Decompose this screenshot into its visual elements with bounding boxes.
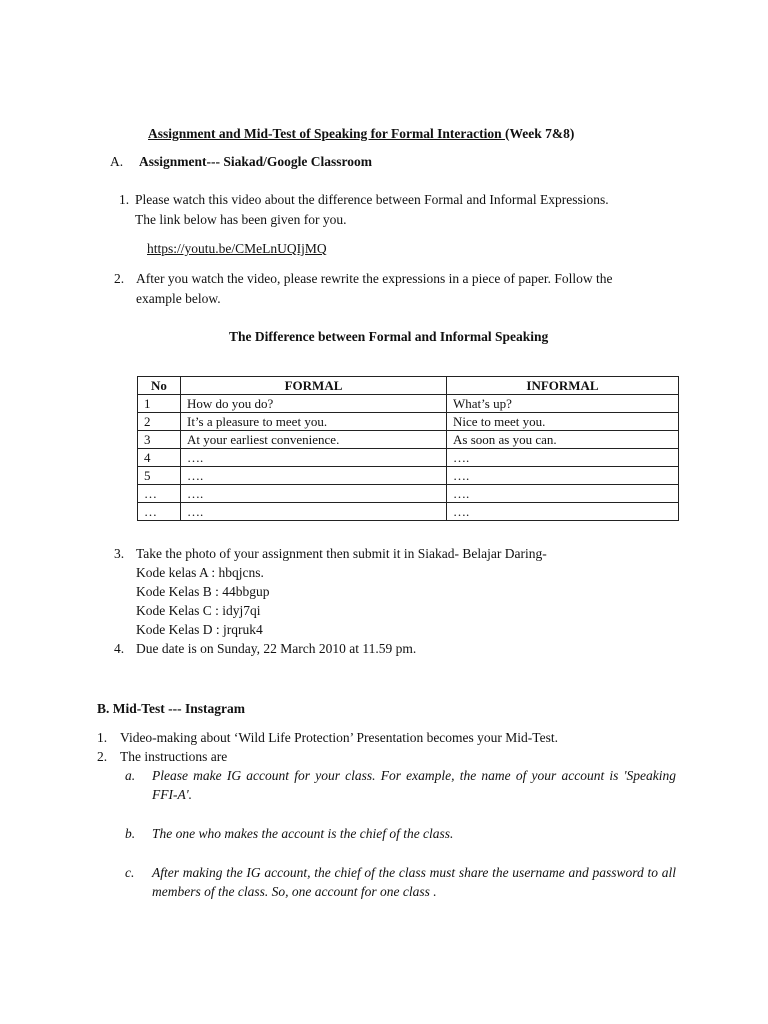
- cell-informal: ….: [447, 449, 679, 467]
- item-1-line-1: Please watch this video about the difference between Formal and Informal Expressions.: [135, 192, 609, 207]
- sub-c-text: After making the IG account, the chief of the class must share the username and password to all members of the class. So, one account for one class .: [152, 865, 676, 899]
- header-no: No: [138, 377, 181, 395]
- cell-no: 5: [138, 467, 181, 485]
- item-2-line-2: example below.: [136, 291, 221, 306]
- cell-informal: Nice to meet you.: [447, 413, 679, 431]
- cell-informal: As soon as you can.: [447, 431, 679, 449]
- cell-no: 2: [138, 413, 181, 431]
- cell-informal: ….: [447, 467, 679, 485]
- sub-b-letter: b.: [125, 826, 136, 841]
- cell-no: 1: [138, 395, 181, 413]
- cell-informal: ….: [447, 485, 679, 503]
- cell-informal: What’s up?: [447, 395, 679, 413]
- item-2-line-1: After you watch the video, please rewrite the expressions in a piece of paper. Follow the: [136, 271, 613, 286]
- b-item-2-number: 2.: [97, 749, 108, 764]
- cell-no: 4: [138, 449, 181, 467]
- cell-formal: ….: [181, 449, 447, 467]
- cell-formal: ….: [181, 503, 447, 521]
- item-3-number: 3.: [114, 546, 125, 561]
- cell-informal: ….: [447, 503, 679, 521]
- sub-c-letter: c.: [125, 865, 135, 880]
- video-link[interactable]: https://youtu.be/CMeLnUQIjMQ: [147, 241, 327, 256]
- b-item-2-text: The instructions are: [120, 749, 228, 764]
- cell-no: …: [138, 503, 181, 521]
- cell-no: …: [138, 485, 181, 503]
- item-1-number: 1.: [119, 192, 130, 207]
- document-title: [148, 124, 574, 143]
- item-4-number: 4.: [114, 641, 125, 656]
- table-header-row: [138, 377, 679, 395]
- class-code-a: Kode kelas A : hbqjcns.: [136, 565, 264, 580]
- sub-a-letter: a.: [125, 768, 136, 783]
- cell-formal: At your earliest convenience.: [181, 431, 447, 449]
- sub-b-text: The one who makes the account is the chief of the class.: [152, 826, 454, 841]
- table-row: [138, 503, 679, 521]
- b-item-1-text: Video-making about ‘Wild Life Protection’ Presentation becomes your Mid-Test.: [120, 730, 558, 745]
- cell-formal: ….: [181, 467, 447, 485]
- item-1-line-2: The link below has been given for you.: [135, 212, 347, 227]
- class-code-c: Kode Kelas C : idyj7qi: [136, 603, 261, 618]
- class-code-b: Kode Kelas B : 44bbgup: [136, 584, 270, 599]
- table-row: [138, 413, 679, 431]
- table-title: The Difference between Formal and Informal Speaking: [229, 329, 549, 344]
- sub-a-text: Please make IG account for your class. For example, the name of your account is 'Speaking FFI-A'.: [152, 768, 676, 802]
- cell-formal: It’s a pleasure to meet you.: [181, 413, 447, 431]
- header-formal: FORMAL: [181, 377, 447, 395]
- header-informal: INFORMAL: [447, 377, 679, 395]
- table-row: [138, 467, 679, 485]
- table-row: [138, 395, 679, 413]
- b-item-1-number: 1.: [97, 730, 108, 745]
- title-week: (Week 7&8): [505, 126, 575, 141]
- section-a-letter: A.: [110, 154, 124, 169]
- table-row: [138, 449, 679, 467]
- expressions-table: [137, 376, 679, 521]
- cell-no: 3: [138, 431, 181, 449]
- class-code-d: Kode Kelas D : jrqruk4: [136, 622, 263, 637]
- title-underlined: Assignment and Mid-Test of Speaking for Formal Interaction: [148, 126, 506, 141]
- item-2-number: 2.: [114, 271, 125, 286]
- table-row: [138, 431, 679, 449]
- section-a-heading: Assignment--- Siakad/Google Classroom: [139, 154, 373, 169]
- cell-formal: ….: [181, 485, 447, 503]
- cell-formal: How do you do?: [181, 395, 447, 413]
- due-date-text: Due date is on Sunday, 22 March 2010 at 11.59 pm.: [136, 641, 417, 656]
- table-row: [138, 485, 679, 503]
- item-3-line-1: Take the photo of your assignment then submit it in Siakad- Belajar Daring-: [136, 546, 547, 561]
- section-b-heading: B. Mid-Test --- Instagram: [97, 701, 245, 716]
